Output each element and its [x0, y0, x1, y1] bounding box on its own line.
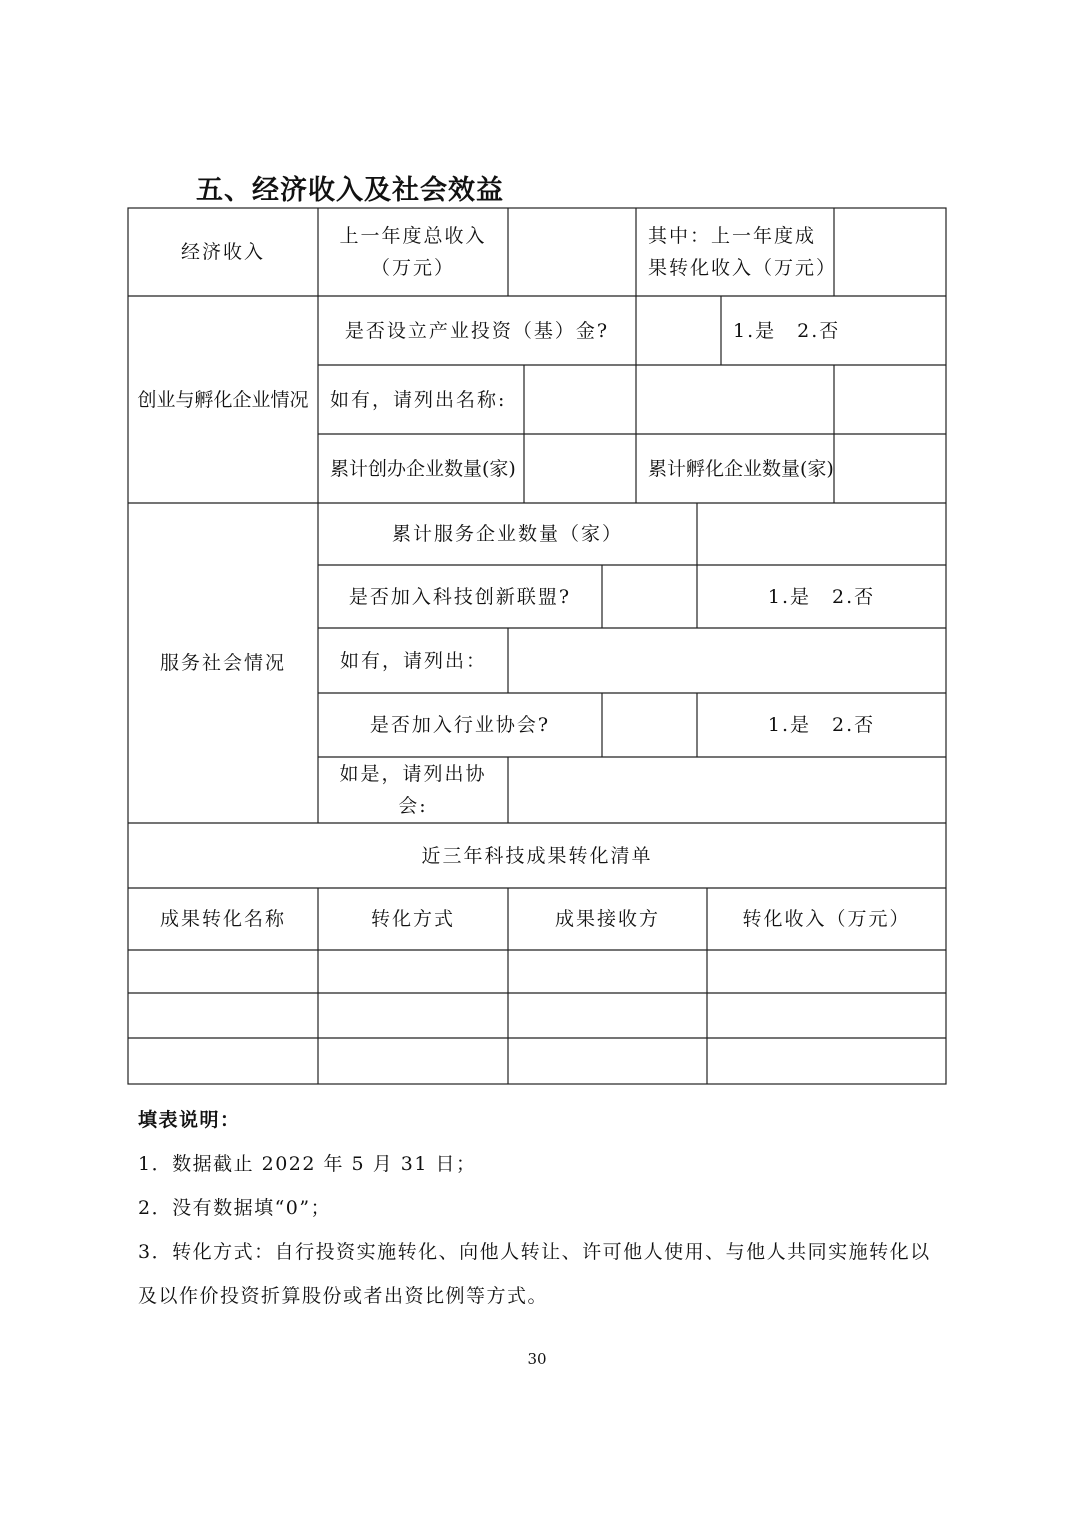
- association-options: 1.是 2.否: [767, 714, 876, 736]
- founded-count-field[interactable]: [524, 434, 636, 503]
- investment-fund-answer[interactable]: [636, 296, 721, 365]
- note-item: 2．没有数据填“0”；: [138, 1197, 332, 1219]
- association-list-label: 如是，请列出协会:: [339, 763, 487, 817]
- investment-fund-question: 是否设立产业投资（基）金?: [344, 319, 610, 342]
- founded-count-label: 累计创办企业数量(家): [330, 457, 516, 480]
- served-count-field[interactable]: [697, 503, 946, 565]
- investment-fund-options: 1.是 2.否: [733, 319, 841, 342]
- fund-name-field-2[interactable]: [636, 365, 834, 434]
- served-count-label: 累计服务企业数量（家）: [391, 523, 623, 545]
- transfer-income-label: 其中：上一年度成果转化收入（万元）: [648, 225, 838, 279]
- incubated-count-field[interactable]: [834, 434, 946, 503]
- transfer-list-title: 近三年科技成果转化清单: [421, 844, 653, 867]
- column-header-income: 转化收入（万元）: [742, 908, 911, 930]
- column-header-method: 转化方式: [370, 908, 455, 930]
- alliance-question: 是否加入科技创新联盟?: [348, 585, 572, 608]
- column-header-receiver: 成果接收方: [554, 908, 660, 930]
- alliance-list-label: 如有，请列出：: [340, 649, 488, 672]
- fund-name-field-3[interactable]: [834, 365, 946, 434]
- table-row[interactable]: [128, 1038, 946, 1084]
- form-notes: [138, 1098, 938, 1318]
- note-item: 3．转化方式：自行投资实施转化、向他人转让、许可他人使用、与他人共同实施转化以及以作价投资折算股份或者出资比例等方式。: [138, 1241, 931, 1307]
- startup-incubation-label: 创业与孵化企业情况: [137, 388, 309, 411]
- notes-title: 填表说明：: [138, 1109, 241, 1131]
- transfer-income-field[interactable]: [834, 208, 946, 296]
- alliance-options: 1.是 2.否: [767, 585, 876, 608]
- alliance-list-field[interactable]: [508, 628, 946, 693]
- section-title: 五、经济收入及社会效益: [196, 175, 504, 206]
- social-service-label: 服务社会情况: [159, 652, 286, 674]
- total-income-label: 上一年度总收入（万元）: [339, 225, 487, 279]
- association-answer-field[interactable]: [602, 693, 697, 757]
- column-header-name: 成果转化名称: [159, 908, 286, 930]
- page-number: 30: [527, 1350, 547, 1368]
- alliance-answer-field[interactable]: [602, 565, 697, 628]
- association-question: 是否加入行业协会?: [369, 714, 551, 736]
- fund-name-label: 如有，请列出名称:: [330, 388, 507, 411]
- table-row[interactable]: [128, 950, 946, 993]
- economic-income-label: 经济收入: [180, 241, 265, 263]
- incubated-count-label: 累计孵化企业数量(家): [648, 457, 834, 480]
- association-list-field[interactable]: [508, 757, 946, 823]
- table-row[interactable]: [128, 993, 946, 1038]
- total-income-field[interactable]: [508, 208, 636, 296]
- fund-name-field-1[interactable]: [524, 365, 636, 434]
- note-item: 1．数据截止 2022 年 5 月 31 日；: [138, 1153, 477, 1175]
